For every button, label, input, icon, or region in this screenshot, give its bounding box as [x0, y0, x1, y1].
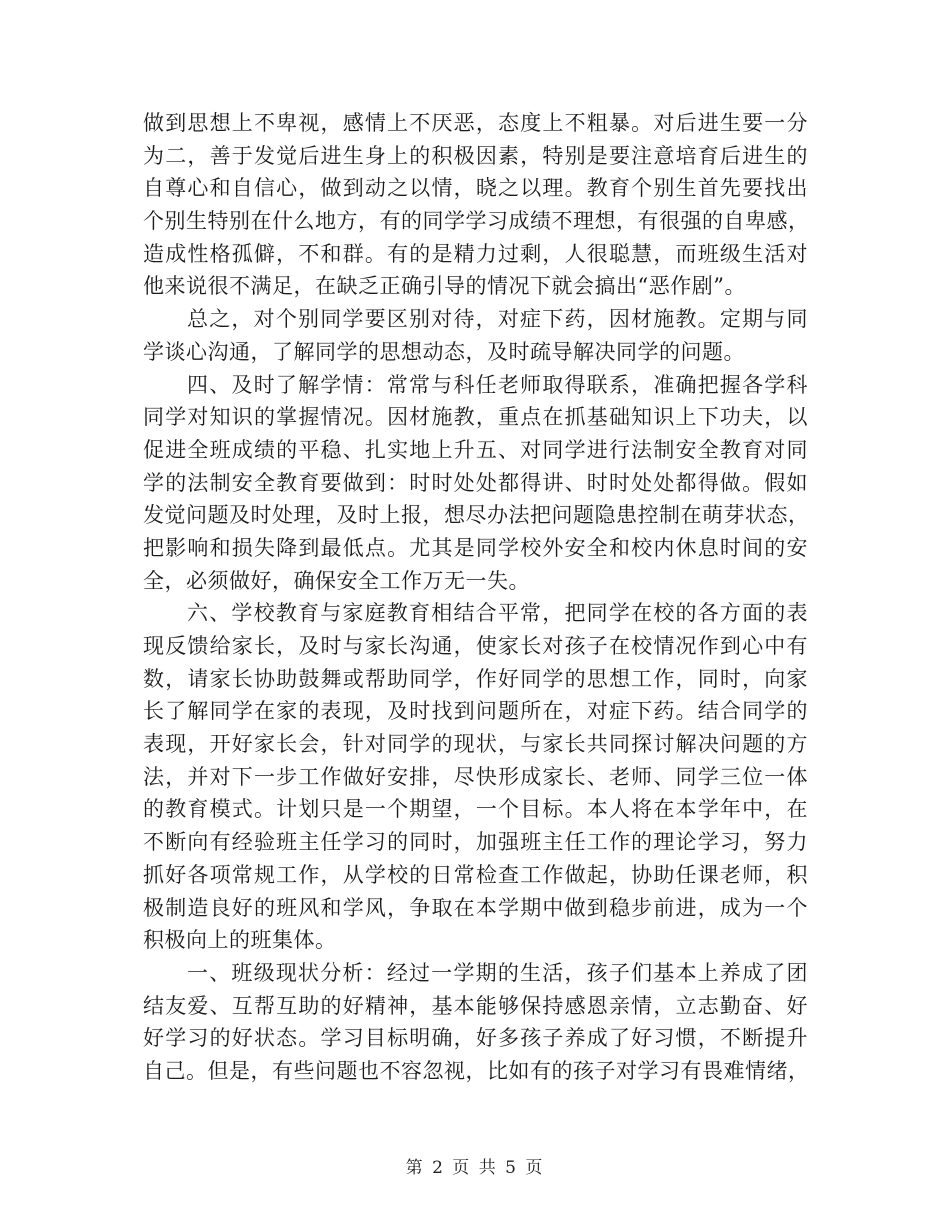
- text-line: 造成性格孤僻，不和群。有的是精力过剩，人很聪慧，而班级生活对: [143, 241, 808, 266]
- text-line: 促进全班成绩的平稳、扎实地上升五、对同学进行法制安全教育对同: [143, 437, 808, 462]
- text-line: 法，并对下一步工作做好安排，尽快形成家长、老师、同学三位一体: [143, 764, 808, 789]
- text-line: 发觉问题及时处理，及时上报，想尽办法把问题隐患控制在萌芽状态，: [143, 503, 810, 528]
- paragraph-first-line: 总之，对个别同学要区别对待，对症下药，因材施教。定期与同: [187, 307, 808, 332]
- text-line: 抓好各项常规工作，从学校的日常检查工作做起，协助任课老师，积: [143, 862, 808, 887]
- text-line: 把影响和损失降到最低点。尤其是同学校外安全和校内休息时间的安: [143, 535, 808, 560]
- text-line: 数，请家长协助鼓舞或帮助同学，作好同学的思想工作，同时，向家: [143, 666, 808, 691]
- paragraph-first-line: 一、班级现状分析：经过一学期的生活，孩子们基本上养成了团: [187, 960, 808, 985]
- text-line: 个别生特别在什么地方，有的同学学习成绩不理想，有很强的自卑感，: [143, 209, 810, 234]
- text-line: 为二，善于发觉后进生身上的积极因素，特别是要注意培育后进生的: [143, 143, 808, 168]
- text-line: 极制造良好的班风和学风，争取在本学期中做到稳步前进，成为一个: [143, 895, 808, 920]
- document-body: [143, 107, 808, 1088]
- paragraph-first-line: 四、及时了解学情：常常与科任老师取得联系，准确把握各学科: [187, 372, 808, 397]
- text-line: 的教育模式。计划只是一个期望，一个目标。本人将在本学年中，在: [143, 797, 808, 822]
- text-line: 同学对知识的掌握情况。因材施教，重点在抓基础知识上下功夫，以: [143, 405, 808, 430]
- paragraph-first-line: 六、学校教育与家庭教育相结合平常，把同学在校的各方面的表: [187, 601, 808, 626]
- text-line: 自尊心和自信心，做到动之以情，晓之以理。教育个别生首先要找出: [143, 176, 808, 201]
- text-line: 全，必须做好，确保安全工作万无一失。: [143, 568, 530, 593]
- page-footer: 第 2 页 共 5 页: [405, 1158, 545, 1178]
- text-line: 他来说很不满足，在缺乏正确引导的情况下就会搞出“恶作剧”。: [143, 274, 746, 299]
- text-line: 长了解同学在家的表现，及时找到问题所在，对症下药。结合同学的: [143, 699, 808, 724]
- text-line: 结友爱、互帮互助的好精神，基本能够保持感恩亲情，立志勤奋、好: [143, 993, 808, 1018]
- text-line: 不断向有经验班主任学习的同时，加强班主任工作的理论学习，努力: [143, 830, 808, 855]
- text-line: 学的法制安全教育要做到：时时处处都得讲、时时处处都得做。假如: [143, 470, 808, 495]
- text-line: 好学习的好状态。学习目标明确，好多孩子养成了好习惯，不断提升: [143, 1026, 808, 1051]
- text-line: 自己。但是，有些问题也不容忽视，比如有的孩子对学习有畏难情绪，: [143, 1058, 810, 1083]
- text-line: 学谈心沟通，了解同学的思想动态，及时疏导解决同学的问题。: [143, 339, 745, 364]
- text-line: 现反馈给家长，及时与家长沟通，使家长对孩子在校情况作到心中有: [143, 634, 808, 658]
- text-line: 积极向上的班集体。: [143, 928, 337, 953]
- text-line: 做到思想上不卑视，感情上不厌恶，态度上不粗暴。对后进生要一分: [143, 111, 808, 135]
- text-line: 表现，开好家长会，针对同学的现状，与家长共同探讨解决问题的方: [143, 732, 808, 757]
